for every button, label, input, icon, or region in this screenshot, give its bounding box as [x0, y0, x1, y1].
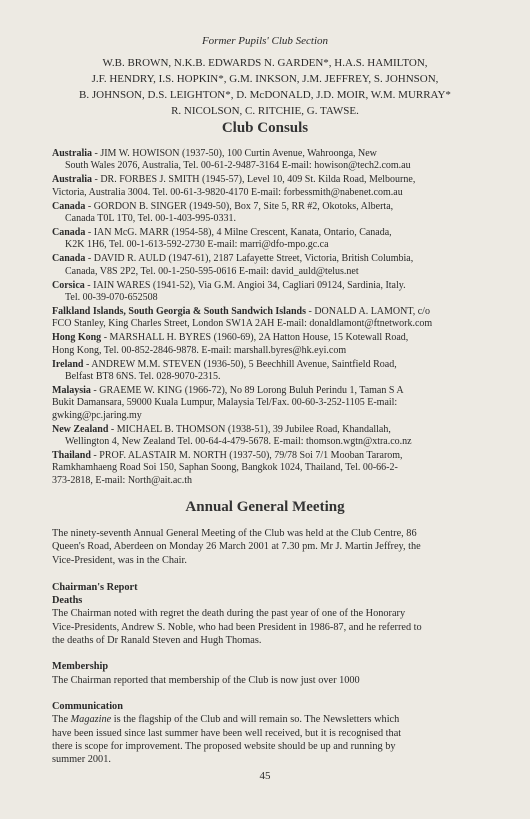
consul-region: Australia: [52, 148, 92, 159]
consul-region: Australia: [52, 174, 92, 186]
agm-intro-line: Queen's Road, Aberdeen on Monday 26 March 2001 at 7.30 pm. Mr J. Martin Jeffrey, the: [52, 541, 421, 553]
consul-text: - MARSHALL H. BYRES (1960-69), 2A Hatton House, 15 Kotewall Road,: [103, 332, 409, 344]
consul-text: Tel. 00-39-070-652508: [65, 291, 158, 303]
consul-region: Canada: [52, 226, 86, 238]
chairmans-report-heading: Chairman's Report: [52, 581, 138, 593]
consul-region: Falkland Islands, South Georgia & South Sandwich Islands: [52, 305, 306, 317]
agm-intro-paragraph: [52, 527, 472, 567]
consul-entry-canada-auld: [52, 253, 492, 278]
consul-entry-corsica: [52, 280, 492, 305]
committee-line: J.F. HENDRY, I.S. HOPKIN*, G.M. INKSON, J.M. JEFFREY, S. JOHNSON,: [91, 73, 439, 85]
section-title: Former Pupils' Club Section: [201, 35, 329, 47]
consul-text: - DR. FORBES J. SMITH (1945-57), Level 10, 409 St. Kilda Road, Melbourne,: [94, 174, 416, 186]
consul-region: Hong Kong: [52, 332, 102, 344]
consul-entry-hong-kong: [52, 332, 492, 357]
consul-text: Ramkhamhaeng Road Soi 150, Saphan Soong, Bangkok 1024, Thailand, Tel. 00-66-2-: [52, 462, 398, 474]
consul-text: - DONALD A. LAMONT, c/o: [308, 305, 430, 317]
consul-text: Hong Kong, Tel. 00-852-2846-9878. E-mail: marshall.byres@hk.eyi.com: [52, 344, 347, 356]
consul-text: - DAVID R. AULD (1947-61), 2187 Lafayette Street, Victoria, British Columbia,: [87, 253, 414, 265]
consul-region: Canada: [52, 253, 86, 265]
page-number: 45: [259, 770, 271, 782]
consul-text: K2K 1H6, Tel. 00-1-613-592-2730 E-mail: marri@dfo-mpo.gc.ca: [65, 239, 329, 251]
communication-line: there is scope for improvement. The proposed website should be up and running by: [52, 740, 396, 752]
chairmans-report-section: [52, 581, 472, 647]
communication-heading: Communication: [52, 700, 123, 712]
consul-text: - ANDREW M.M. STEVEN (1936-50), 5 Beechhill Avenue, Saintfield Road,: [86, 358, 397, 370]
consul-region: Ireland: [52, 358, 84, 370]
consul-text: Wellington 4, New Zealand Tel. 00-64-4-479-5678. E-mail: thomson.wgtn@xtra.co.nz: [65, 435, 412, 447]
consul-entry-australia-smith: [52, 174, 492, 199]
deaths-line: The Chairman noted with regret the death during the past year of one of the Honorary: [52, 608, 406, 620]
deaths-line: Vice-Presidents, Andrew S. Noble, who had been President in 1986-87, and he referred to: [52, 621, 422, 633]
consul-text: Canada, V8S 2P2, Tel. 00-1-250-595-0616 E-mail: david_auld@telus.net: [65, 265, 359, 277]
membership-line: The Chairman reported that membership of the Club is now just over 1000: [52, 674, 360, 686]
consul-entry-falklands: [52, 306, 492, 331]
club-consuls-heading: Club Consuls: [221, 120, 309, 136]
club-consuls-list: [52, 148, 492, 489]
consul-text: South Wales 2076, Australia, Tel. 00-61-2-9487-3164 E-mail: howison@tech2.com.au: [65, 160, 411, 172]
consul-entry-ireland: [52, 359, 492, 384]
committee-line: R. NICOLSON, C. RITCHIE, G. TAWSE.: [171, 105, 359, 117]
agm-body: [52, 527, 472, 779]
committee-list: [40, 55, 490, 119]
consul-text: Canada T0L 1T0, Tel. 00-1-403-995-0331.: [65, 213, 237, 225]
agm-heading: Annual General Meeting: [185, 499, 345, 515]
committee-line: B. JOHNSON, D.S. LEIGHTON*, D. McDONALD, J.D. MOIR, W.M. MURRAY*: [79, 89, 451, 101]
consul-text: - PROF. ALASTAIR M. NORTH (1937-50), 79/78 Soi 7/1 Mooban Tararom,: [93, 449, 403, 461]
consul-text: Belfast BT8 6NS. Tel. 028-9070-2315.: [65, 370, 221, 382]
consul-region: Malaysia: [52, 384, 91, 396]
magazine-title: Magazine: [70, 714, 112, 726]
communication-line: summer 2001.: [52, 754, 111, 766]
consul-region: Canada: [52, 200, 86, 212]
consul-region: Corsica: [52, 279, 85, 291]
deaths-heading: Deaths: [52, 595, 83, 607]
membership-section: [52, 660, 472, 687]
consul-text: Bukit Damansara, 59000 Kuala Lumpur, Malaysia Tel/Fax. 00-60-3-252-1105 E-mail:: [52, 397, 398, 409]
communication-section: [52, 700, 472, 766]
consul-text: - IAN McG. MARR (1954-58), 4 Milne Crescent, Kanata, Ontario, Canada,: [87, 226, 392, 238]
consul-region: New Zealand: [52, 423, 109, 435]
consul-entry-malaysia: [52, 385, 492, 422]
consul-text: FCO Stanley, King Charles Street, London SW1A 2AH E-mail: donaldlamont@ftnetwork.com: [52, 318, 433, 330]
consul-entry-australia-howison: [52, 148, 492, 173]
deaths-line: the deaths of Dr Ranald Steven and Hugh Thomas.: [52, 635, 262, 647]
consul-entry-canada-marr: [52, 227, 492, 252]
consul-text: - JIM W. HOWISON (1937-50), 100 Curtin Avenue, Wahroonga, New: [94, 148, 377, 159]
consul-text: Victoria, Australia 3004. Tel. 00-61-3-9820-4170 E-mail: forbessmith@nabenet.com.au: [52, 186, 403, 198]
consul-entry-thailand: [52, 450, 492, 487]
communication-line: [52, 714, 399, 725]
consul-text: 373-2818, E-mail: North@ait.ac.th: [52, 474, 193, 486]
consul-entry-canada-singer: [52, 201, 492, 226]
agm-intro-line: Vice-President, was in the Chair.: [52, 554, 187, 566]
consul-text: - IAIN WARES (1941-52), Via G.M. Angioi 34, Cagliari 09124, Sardinia, Italy.: [87, 279, 406, 291]
consul-region: Thailand: [52, 449, 91, 461]
communication-line: have been issued since last summer have been well received, but it is recognised that: [52, 727, 402, 739]
consul-text: - GORDON B. SINGER (1949-50), Box 7, Site 5, RR #2, Okotoks, Alberta,: [87, 200, 394, 212]
communication-suffix: is the flagship of the Club and will remain so. The Newsletters which: [111, 714, 400, 726]
consul-text: - MICHAEL B. THOMSON (1938-51), 39 Jubilee Road, Khandallah,: [110, 423, 391, 435]
consul-entry-new-zealand: [52, 424, 492, 449]
communication-prefix: The: [52, 714, 71, 726]
consul-text: - GRAEME W. KING (1966-72), No 89 Lorong Buluh Perindu 1, Taman S A: [93, 384, 404, 396]
membership-heading: Membership: [52, 661, 109, 673]
committee-line: W.B. BROWN, N.K.B. EDWARDS N. GARDEN*, H.A.S. HAMILTON,: [102, 57, 428, 69]
agm-intro-line: The ninety-seventh Annual General Meeting of the Club was held at the Club Centre, 86: [52, 528, 417, 539]
consul-text: gwking@pc.jaring.my: [52, 409, 142, 421]
